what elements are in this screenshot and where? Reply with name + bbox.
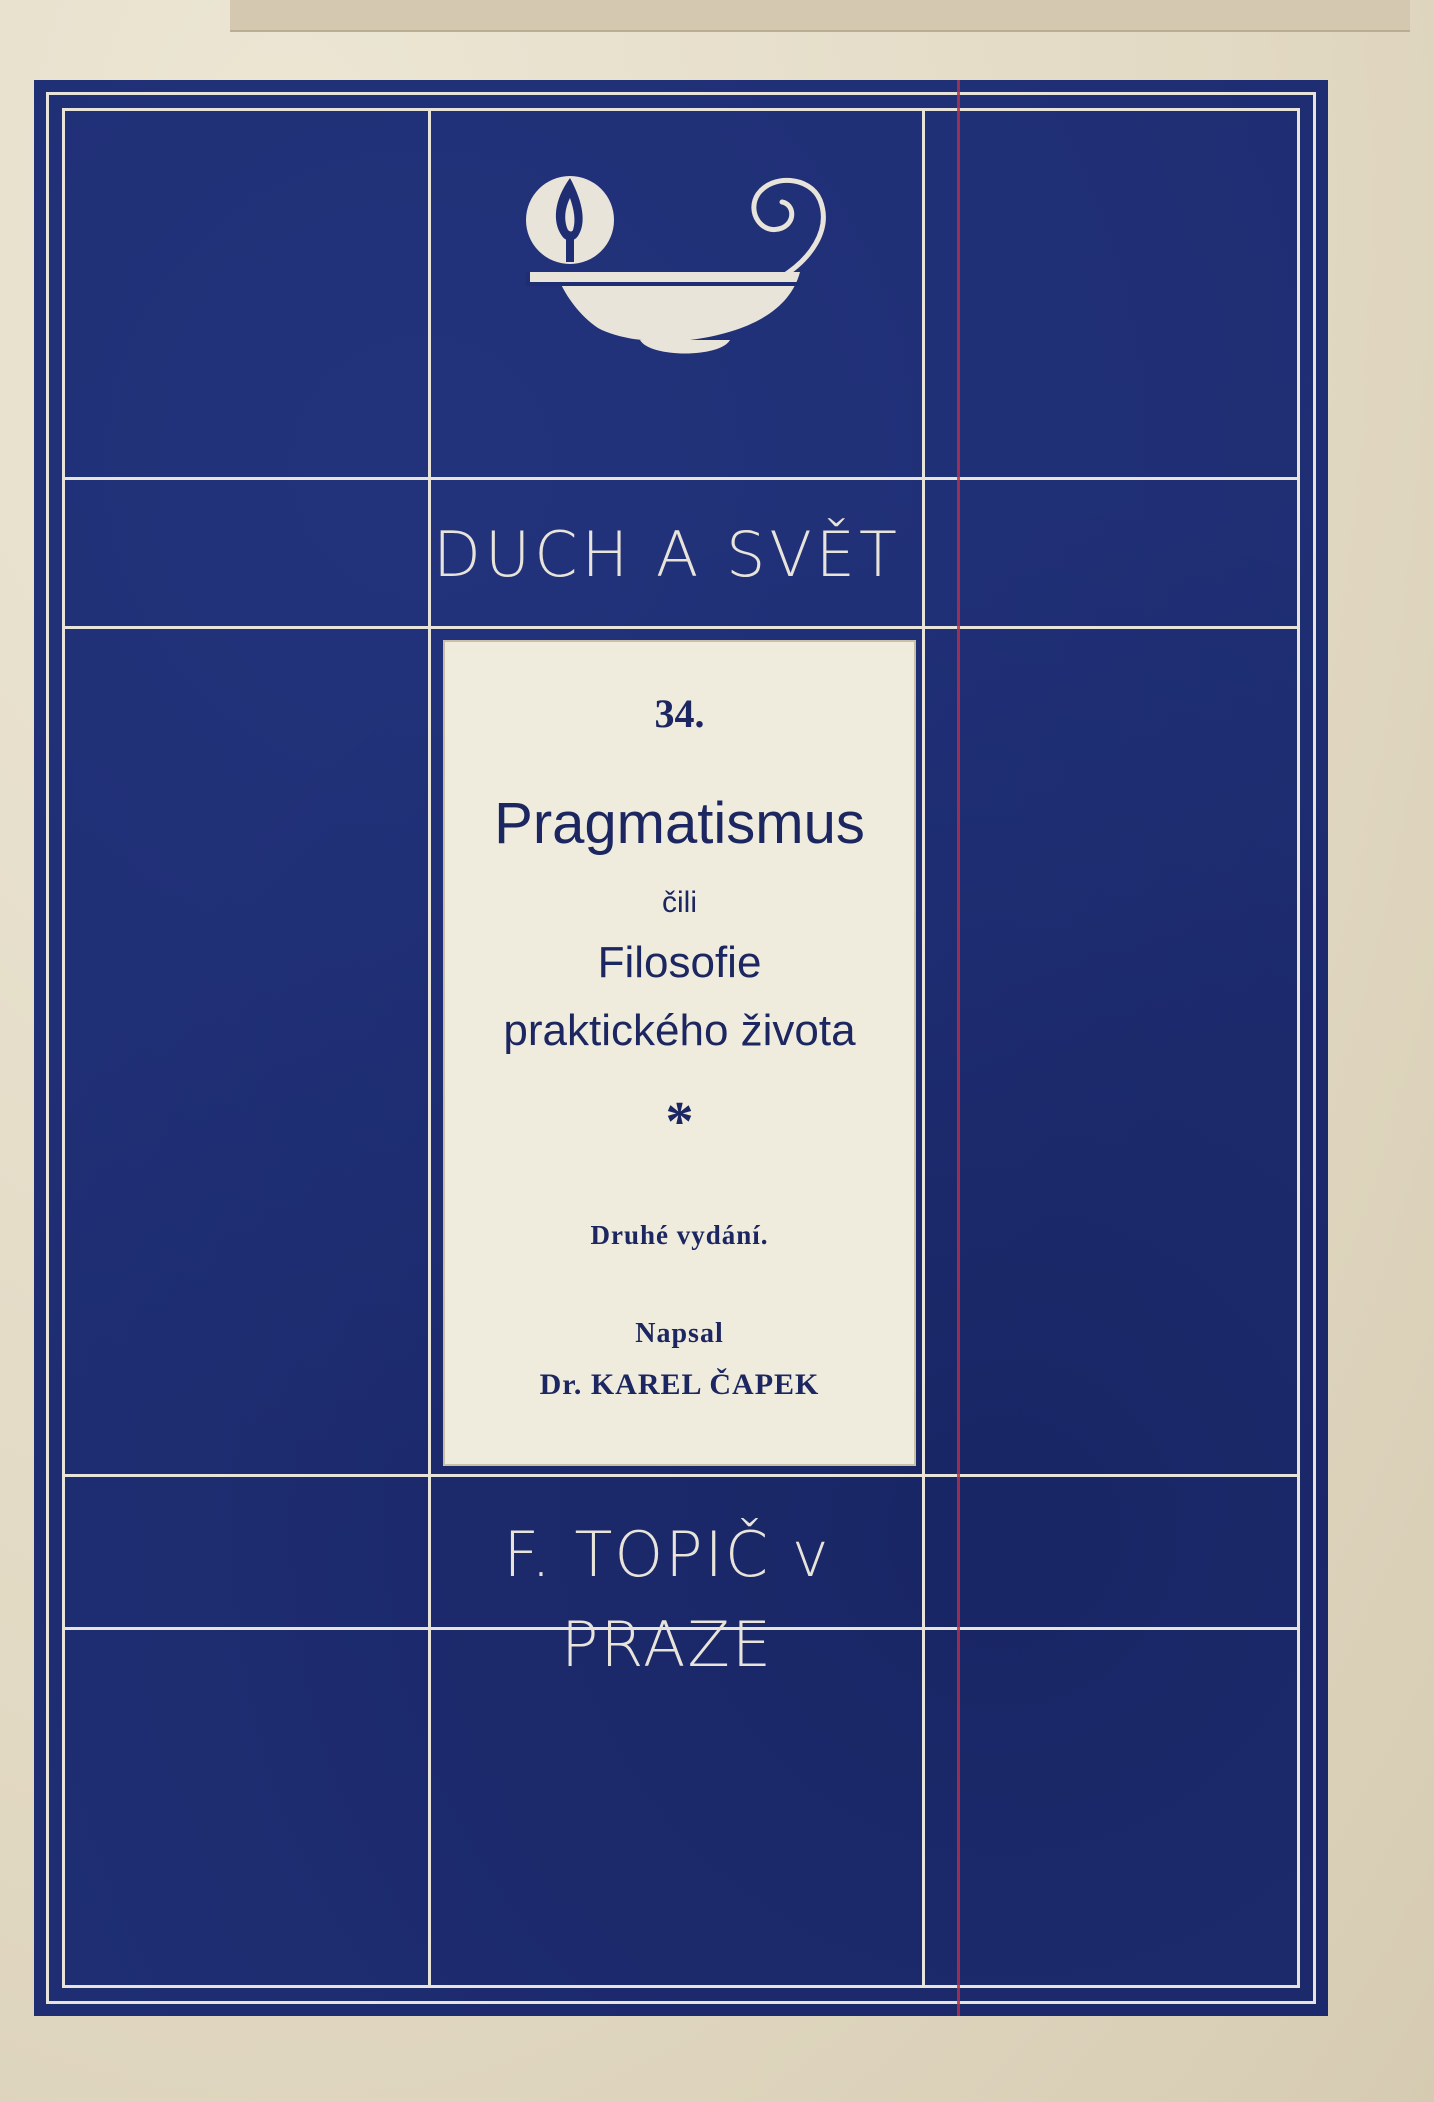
inner-frame-left (62, 108, 65, 1988)
author-name: Dr. KAREL ČAPEK (539, 1368, 820, 1401)
frame-right (1313, 92, 1316, 2004)
frame-top (46, 92, 1316, 95)
divider-left (428, 108, 431, 1988)
edition-note: Druhé vydání. (590, 1220, 769, 1250)
frame-bottom (46, 2001, 1316, 2004)
asterisk-ornament: * (665, 1091, 694, 1153)
author-prefix: Napsal (635, 1318, 724, 1349)
title-conjunction: čili (662, 886, 697, 919)
divider-h3 (62, 1474, 1300, 1477)
divider-h2 (62, 626, 1300, 629)
dust-jacket-edge (230, 0, 1410, 32)
inner-frame-top (62, 108, 1300, 111)
divider-h1 (62, 477, 1300, 480)
frame-left (46, 92, 49, 2004)
volume-number: 34. (654, 691, 705, 736)
inner-frame-right (1297, 108, 1300, 1988)
divider-right (922, 108, 925, 1988)
oil-lamp-icon (510, 160, 850, 370)
red-spine-line (957, 80, 960, 2016)
inner-frame-bottom (62, 1985, 1300, 1988)
publisher-imprint: F. TOPIČ v PRAZE (503, 1518, 831, 1681)
book-title: Pragmatismus (494, 791, 865, 856)
subtitle-line-2: praktického života (503, 1006, 856, 1055)
title-label (443, 640, 916, 1466)
series-title: DUCH A SVĚT (433, 518, 901, 591)
subtitle-line-1: Filosofie (597, 938, 762, 987)
